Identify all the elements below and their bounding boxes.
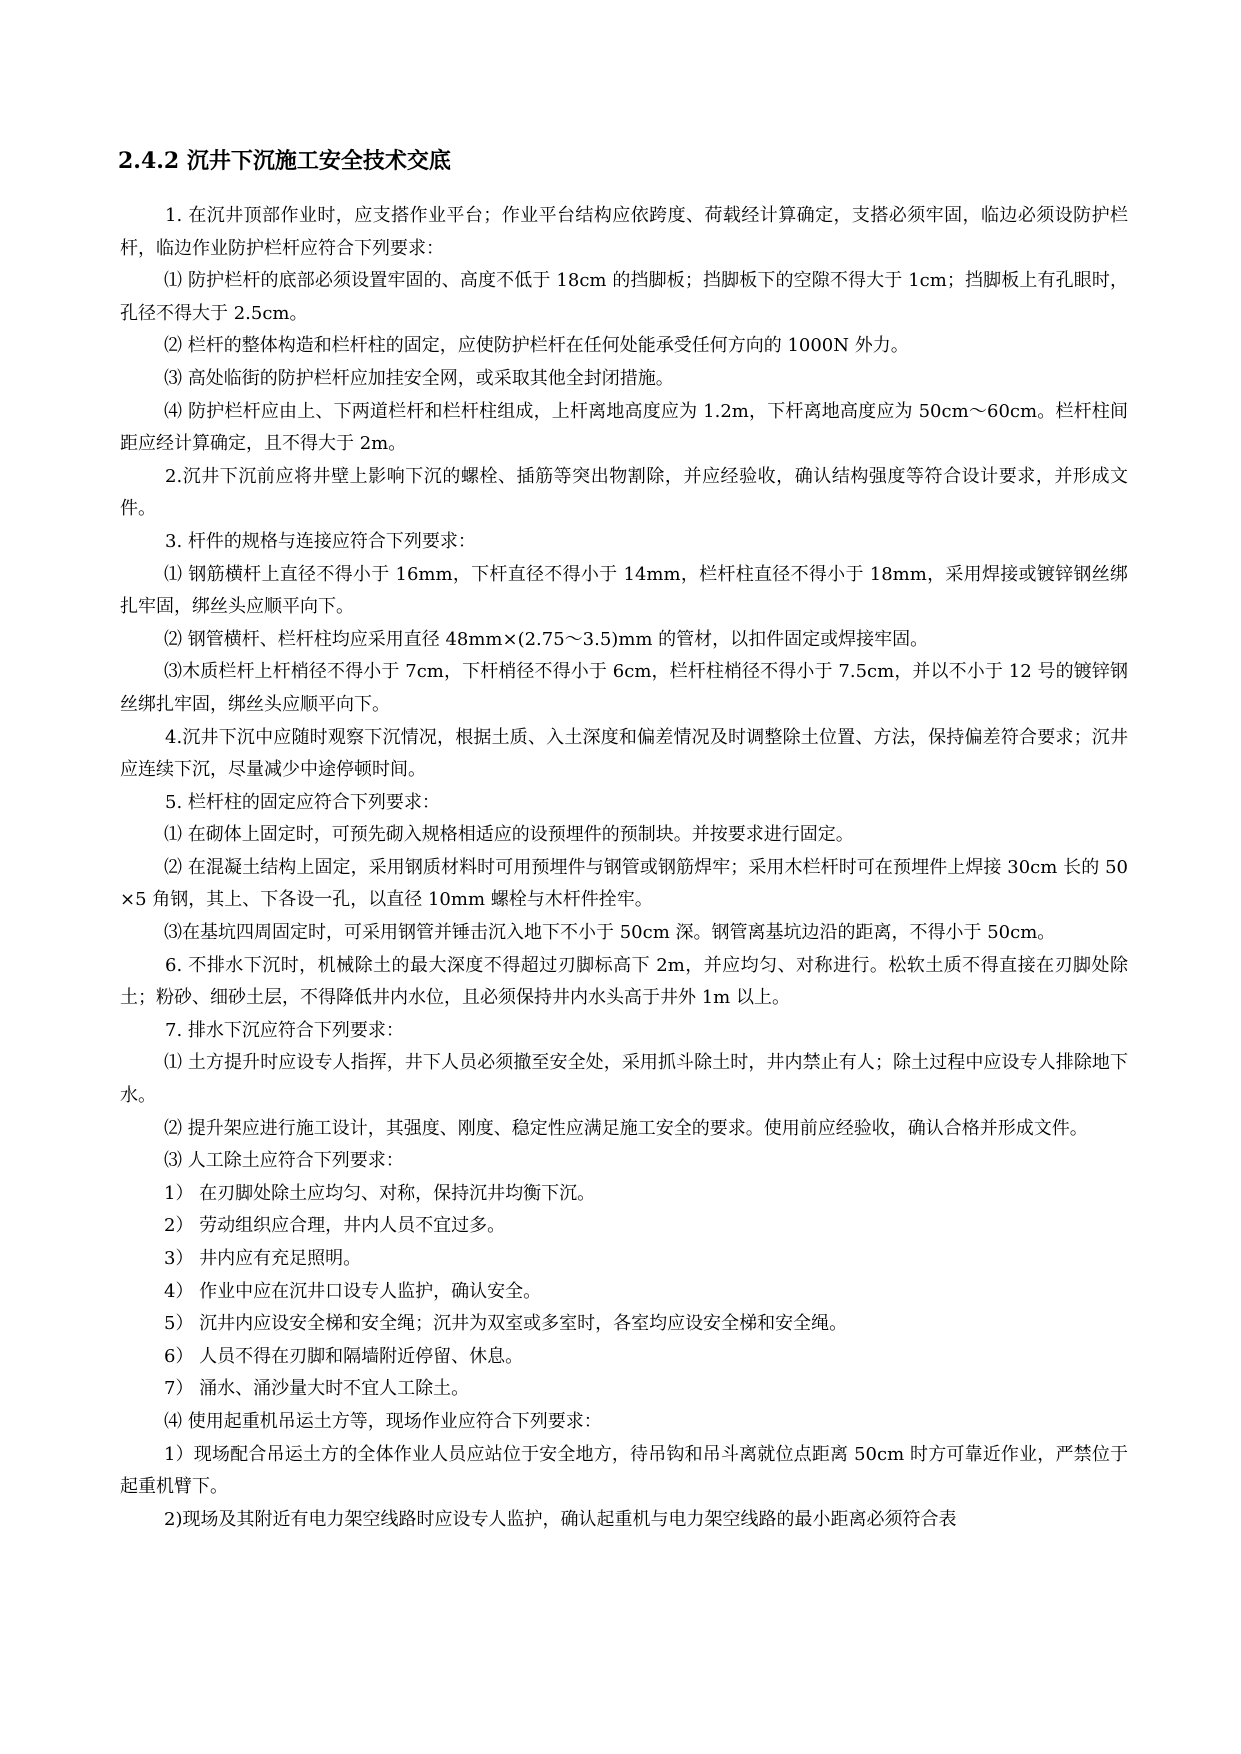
- paragraph: ⑵ 栏杆的整体构造和栏杆柱的固定，应使防护栏杆在任何处能承受任何方向的 1000N 外力。: [164, 335, 909, 357]
- paragraph: ⑴ 在砌体上固定时，可预先砌入规格相适应的设预埋件的预制块。并按要求进行固定。: [164, 824, 854, 846]
- list-item: 2） 劳动组织应合理，井内人员不宜过多。: [164, 1215, 506, 1237]
- paragraph: ⑴ 钢筋横杆上直径不得小于 16mm，下杆直径不得小于 14mm，栏杆柱直径不得小于 18mm，采用焊接或镀锌钢丝绑扎牢固，绑丝头应顺平向下。: [120, 563, 1128, 618]
- paragraph: 7. 排水下沉应符合下列要求：: [165, 1019, 404, 1041]
- paragraph: ⑴ 防护栏杆的底部必须设置牢固的、高度不低于 18cm 的挡脚板；挡脚板下的空隙不得大于 1cm；挡脚板上有孔眼时，孔径不得大于 2.5cm。: [120, 270, 1128, 324]
- list-item: 5） 沉井内应设安全梯和安全绳；沉井为双室或多室时，各室均应设安全梯和安全绳。: [164, 1313, 848, 1335]
- paragraph: ⑵ 在混凝土结构上固定，采用钢质材料时可用预埋件与钢管或钢筋焊牢；采用木栏杆时可在预埋件上焊接 30cm 长的 50×5 角钢，其上、下各设一孔，以直径 10mm 螺栓与木杆件拴牢。: [120, 856, 1128, 911]
- paragraph: ⑶ 高处临街的防护栏杆应加挂安全网，或采取其他全封闭措施。: [164, 367, 674, 389]
- list-item: 2)现场及其附近有电力架空线路时应设专人监护，确认起重机与电力架空线路的最小距离必须符合表: [164, 1508, 957, 1530]
- paragraph: ⑵ 钢管横杆、栏杆柱均应采用直径 48mm×(2.75～3.5)mm 的管材，以扣件固定或焊接牢固。: [164, 628, 929, 650]
- list-item: 6） 人员不得在刃脚和隔墙附近停留、休息。: [164, 1345, 524, 1367]
- paragraph: ⑴ 土方提升时应设专人指挥，井下人员必须撤至安全处，采用抓斗除土时，井内禁止有人；除土过程中应设专人排除地下水。: [120, 1052, 1128, 1107]
- list-item: 3） 井内应有充足照明。: [164, 1248, 362, 1269]
- list-item: 1）现场配合吊运土方的全体作业人员应站位于安全地方，待吊钩和吊斗离就位点距离 50cm 时方可靠近作业，严禁位于起重机臂下。: [120, 1443, 1128, 1498]
- paragraph: ⑷ 使用起重机吊运土方等，现场作业应符合下列要求：: [164, 1410, 602, 1432]
- paragraph: 6. 不排水下沉时，机械除土的最大深度不得超过刃脚标高下 2m，并应均匀、对称进行。松软土质不得直接在刃脚处除土；粉砂、细砂土层，不得降低井内水位，且必须保持井内水头高于井外 1m 以上。: [120, 954, 1128, 1009]
- paragraph: 4.沉井下沉中应随时观察下沉情况，根据土质、入土深度和偏差情况及时调整除土位置、方法，保持偏差符合要求；沉井应连续下沉，尽量减少中途停顿时间。: [120, 726, 1128, 781]
- paragraph: 5. 栏杆柱的固定应符合下列要求：: [165, 791, 440, 813]
- paragraph: ⑷ 防护栏杆应由上、下两道栏杆和栏杆柱组成，上杆离地高度应为 1.2m，下杆离地高度应为 50cm～60cm。栏杆柱间距应经计算确定，且不得大于 2m。: [120, 400, 1128, 455]
- list-item: 4） 作业中应在沉井口设专人监护，确认安全。: [164, 1280, 542, 1302]
- list-item: 1） 在刃脚处除土应均匀、对称，保持沉井均衡下沉。: [164, 1182, 596, 1204]
- paragraph: ⑶木质栏杆上杆梢径不得小于 7cm，下杆梢径不得小于 6cm，栏杆柱梢径不得小于 7.5cm，并以不小于 12 号的镀锌钢丝绑扎牢固，绑丝头应顺平向下。: [120, 661, 1128, 715]
- paragraph: ⑶在基坑四周固定时，可采用钢管并锤击沉入地下不小于 50cm 深。钢管离基坑边沿的距离，不得小于 50cm。: [164, 922, 1056, 944]
- paragraph: ⑵ 提升架应进行施工设计，其强度、刚度、稳定性应满足施工安全的要求。使用前应经验收，确认合格并形成文件。: [164, 1117, 1088, 1139]
- section-title: 2.4.2 沉井下沉施工安全技术交底: [118, 148, 451, 174]
- list-item: 7） 涌水、涌沙量大时不宜人工除土。: [164, 1378, 470, 1400]
- body-text: [120, 200, 1128, 1536]
- paragraph: 3. 杆件的规格与连接应符合下列要求：: [165, 530, 476, 552]
- paragraph: ⑶ 人工除土应符合下列要求：: [164, 1150, 404, 1172]
- paragraph: 1. 在沉井顶部作业时，应支搭作业平台；作业平台结构应依跨度、荷载经计算确定，支搭必须牢固，临边必须设防护栏杆，临边作业防护栏杆应符合下列要求：: [120, 205, 1128, 259]
- paragraph: 2.沉井下沉前应将井壁上影响下沉的螺栓、插筋等突出物割除，并应经验收，确认结构强度等符合设计要求，并形成文件。: [120, 465, 1128, 520]
